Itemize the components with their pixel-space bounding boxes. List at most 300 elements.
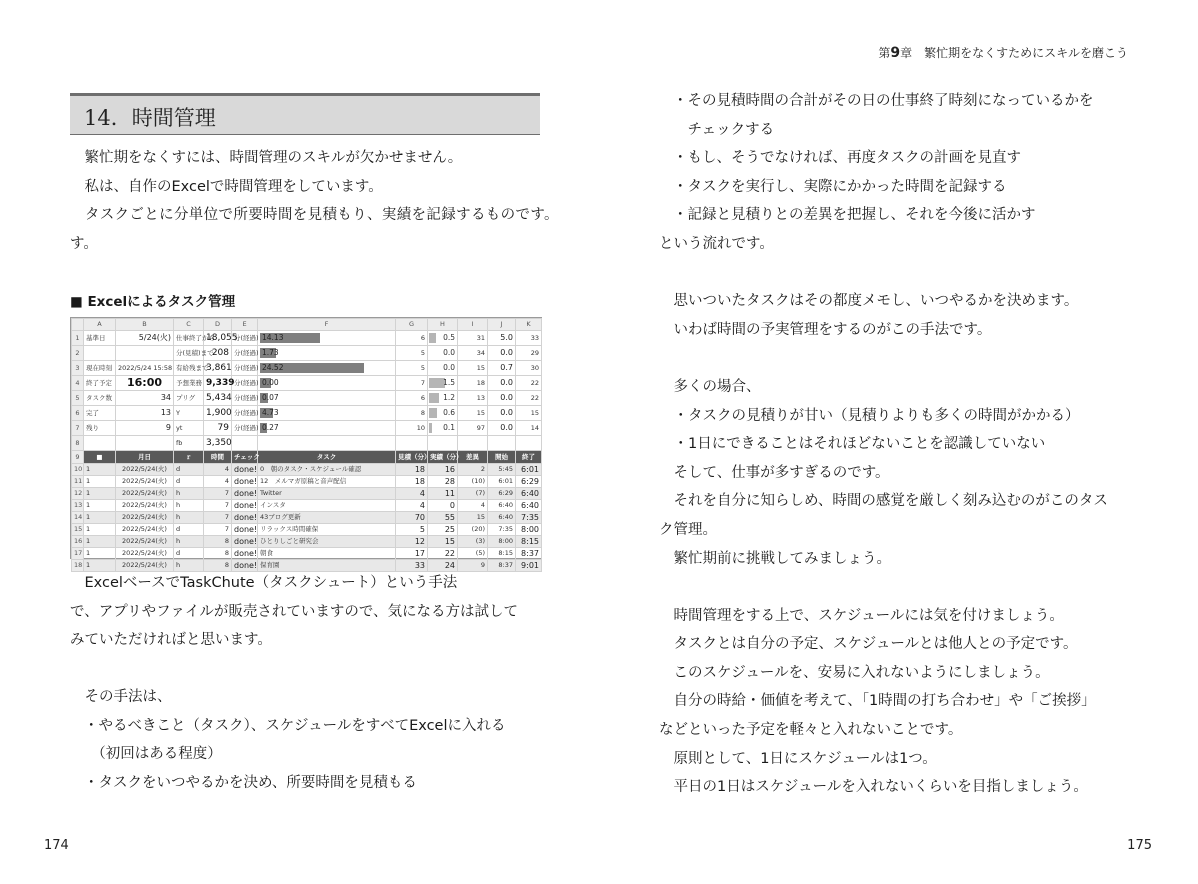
dashboard-bar-cell <box>258 361 396 376</box>
dashboard-small: 0.0 <box>488 421 516 436</box>
dashboard-label: 有給残まで <box>174 361 204 376</box>
task-actual: 11 <box>428 488 458 500</box>
body-line: などといった予定を軽々と入れないことです。 <box>659 722 963 739</box>
dashboard-value: 5/24(火) <box>116 331 174 346</box>
dashboard-small: 0.7 <box>488 361 516 376</box>
task-end: 8:15 <box>516 536 542 548</box>
task-header-cell: 見積（分） <box>396 451 428 464</box>
task-start: 8:00 <box>488 536 516 548</box>
method-item: （初回はある程度） <box>84 746 222 763</box>
dashboard-small: 0.0 <box>488 376 516 391</box>
dashboard-label <box>84 346 116 361</box>
dashboard-number: 208 <box>204 346 232 361</box>
dashboard-bar-cell <box>258 436 396 451</box>
dashboard-h-cell <box>428 406 458 421</box>
h-value: 0.0 <box>443 348 455 357</box>
task-cell: h <box>174 500 204 512</box>
task-cell: d <box>174 464 204 476</box>
dashboard-number: 1,900 <box>204 406 232 421</box>
h-value: 0.6 <box>443 408 455 417</box>
dashboard-bar <box>260 361 393 375</box>
task-name: 43ブログ更新 <box>258 512 396 524</box>
h-value: 0.0 <box>443 363 455 372</box>
after-figure-line: みていただければと思います。 <box>70 632 272 649</box>
task-cell: 8 <box>204 536 232 548</box>
task-date: 2022/5/24(火) <box>116 560 174 572</box>
task-end: 6:40 <box>516 488 542 500</box>
column-header-cell: D <box>204 319 232 331</box>
task-cell: 1 <box>84 560 116 572</box>
h-bar-fill <box>429 423 432 433</box>
dashboard-value: 2022/5/24 15:58 <box>116 361 174 376</box>
body-line: 繁忙期前に挑戦してみましょう。 <box>659 550 891 567</box>
dashboard-value: 9 <box>116 421 174 436</box>
dashboard-small: 22 <box>516 376 542 391</box>
dashboard-row <box>72 406 542 421</box>
dashboard-row <box>72 361 542 376</box>
dashboard-unit: 分(経過) <box>232 346 258 361</box>
dashboard-label: 仕事終了から <box>174 331 204 346</box>
task-cell: 4 <box>204 464 232 476</box>
column-header-cell: K <box>516 319 542 331</box>
row-number: 1 <box>72 331 84 346</box>
row-number: 17 <box>72 548 84 560</box>
task-cell: h <box>174 488 204 500</box>
row-number: 4 <box>72 376 84 391</box>
task-cell: 7 <box>204 512 232 524</box>
task-row <box>72 464 542 476</box>
task-start: 5:45 <box>488 464 516 476</box>
bar-value: 0.07 <box>262 393 279 402</box>
dashboard-bar-cell <box>258 391 396 406</box>
dashboard-number: 5,434 <box>204 391 232 406</box>
intro-text <box>70 144 559 258</box>
chapter-header <box>878 44 1128 61</box>
task-end: 6:40 <box>516 500 542 512</box>
column-header-cell: B <box>116 319 174 331</box>
dashboard-h-cell <box>428 391 458 406</box>
task-start: 6:29 <box>488 488 516 500</box>
chapter-title: 章 繁忙期をなくすためにスキルを磨こう <box>900 46 1128 60</box>
task-name: リラックス時間確保 <box>258 524 396 536</box>
task-cell: 8 <box>204 548 232 560</box>
task-name: 12 メルマガ原稿と音声配信 <box>258 476 396 488</box>
task-header-cell: 終了 <box>516 451 542 464</box>
body-line: 平日の1日はスケジュールを入れないくらいを目指しましょう。 <box>659 779 1088 796</box>
body-line: このスケジュールを、安易に入れないようにしましょう。 <box>659 664 1050 681</box>
excel-task-sheet <box>70 317 542 570</box>
row-number: 12 <box>72 488 84 500</box>
column-header-cell: H <box>428 319 458 331</box>
dashboard-bar-cell <box>258 406 396 421</box>
task-start: 6:01 <box>488 476 516 488</box>
dashboard-small: 15 <box>458 406 488 421</box>
task-cell: 1 <box>84 464 116 476</box>
task-actual: 0 <box>428 500 458 512</box>
body-line: 思いついたタスクはその都度メモし、いつやるかを決めます。 <box>659 293 1079 310</box>
bar-value: 0.27 <box>262 423 279 432</box>
body-line: そして、仕事が多すぎるのです。 <box>659 464 890 481</box>
task-header-cell: ｒ <box>174 451 204 464</box>
method-item: ・タスクをいつやるかを決め、所要時間を見積もる <box>84 774 417 791</box>
dashboard-row <box>72 346 542 361</box>
task-start: 6:40 <box>488 500 516 512</box>
task-cell: h <box>174 560 204 572</box>
dashboard-bar-cell <box>258 346 396 361</box>
dashboard-unit: 分(経過) <box>232 391 258 406</box>
task-name: ひとりしごと研究会 <box>258 536 396 548</box>
dashboard-row <box>72 421 542 436</box>
dashboard-small: 6 <box>396 331 428 346</box>
dashboard-bar <box>260 391 393 405</box>
blank-line <box>659 573 1108 602</box>
dashboard-small: 13 <box>458 391 488 406</box>
task-cell: 7 <box>204 500 232 512</box>
task-header-cell: 月日 <box>116 451 174 464</box>
body-line: チェックする <box>673 121 775 138</box>
blank-line <box>659 259 1108 288</box>
row-number: 15 <box>72 524 84 536</box>
task-check: done! <box>232 512 258 524</box>
section-title: 14．時間管理 <box>84 106 216 130</box>
row-number: 6 <box>72 406 84 421</box>
task-diff: (10) <box>458 476 488 488</box>
dashboard-small: 14 <box>516 421 542 436</box>
task-check: done! <box>232 464 258 476</box>
task-date: 2022/5/24(火) <box>116 476 174 488</box>
task-check: done! <box>232 500 258 512</box>
dashboard-small: 31 <box>458 331 488 346</box>
row-number: 7 <box>72 421 84 436</box>
task-actual: 28 <box>428 476 458 488</box>
dashboard-label: 残り <box>84 421 116 436</box>
task-start: 6:40 <box>488 512 516 524</box>
task-header-cell: チェック <box>232 451 258 464</box>
dashboard-bar-cell <box>258 331 396 346</box>
task-check: done! <box>232 476 258 488</box>
task-actual: 15 <box>428 536 458 548</box>
task-diff: 15 <box>458 512 488 524</box>
task-cell: 8 <box>204 560 232 572</box>
dashboard-small: 97 <box>458 421 488 436</box>
task-diff: (5) <box>458 548 488 560</box>
page-number-left: 174 <box>44 838 69 853</box>
task-estimate: 18 <box>396 476 428 488</box>
dashboard-small: 10 <box>396 421 428 436</box>
dashboard-bar <box>260 436 393 450</box>
task-actual: 22 <box>428 548 458 560</box>
column-header-cell: F <box>258 319 396 331</box>
dashboard-h-cell <box>428 361 458 376</box>
task-cell: 1 <box>84 524 116 536</box>
dashboard-bar <box>260 406 393 420</box>
dashboard-unit: 分(経過) <box>232 376 258 391</box>
task-date: 2022/5/24(火) <box>116 536 174 548</box>
dashboard-small: 33 <box>516 331 542 346</box>
after-figure-line: ExcelベースでTaskChute（タスクシュート）という手法 <box>70 575 458 591</box>
task-cell: h <box>174 536 204 548</box>
dashboard-value <box>116 436 174 451</box>
after-figure-text <box>70 569 518 655</box>
dashboard-row <box>72 391 542 406</box>
column-header-cell: A <box>84 319 116 331</box>
h-bar-fill <box>429 333 436 343</box>
body-line: ・記録と見積りとの差異を把握し、それを今後に活かす <box>673 207 1036 224</box>
dashboard-small: 0.0 <box>488 391 516 406</box>
task-cell: 1 <box>84 536 116 548</box>
sheet-column-header <box>72 319 542 331</box>
body-line: ・もし、そうでなければ、再度タスクの計画を見直す <box>673 150 1021 167</box>
dashboard-unit: 分(経過) <box>232 421 258 436</box>
dashboard-small: 30 <box>516 361 542 376</box>
dashboard-h-cell <box>428 421 458 436</box>
task-cell: 7 <box>204 488 232 500</box>
dashboard-small: 0.0 <box>488 346 516 361</box>
dashboard-small: 34 <box>458 346 488 361</box>
task-end: 9:01 <box>516 560 542 572</box>
dashboard-bar <box>260 376 393 390</box>
task-estimate: 18 <box>396 464 428 476</box>
task-cell: h <box>174 512 204 524</box>
dashboard-unit <box>232 436 258 451</box>
bar-value: 1.73 <box>262 348 279 357</box>
task-estimate: 70 <box>396 512 428 524</box>
row-number: 16 <box>72 536 84 548</box>
task-cell: 1 <box>84 500 116 512</box>
dashboard-number: 9,339 <box>204 376 232 391</box>
task-row <box>72 476 542 488</box>
task-name: 保育園 <box>258 560 396 572</box>
h-value: 0.1 <box>443 423 455 432</box>
task-check: done! <box>232 536 258 548</box>
dashboard-h-cell <box>428 346 458 361</box>
sheet-table <box>71 318 542 572</box>
dashboard-small: 5.0 <box>488 331 516 346</box>
task-end: 7:35 <box>516 512 542 524</box>
task-estimate: 17 <box>396 548 428 560</box>
task-cell: 1 <box>84 488 116 500</box>
dashboard-row <box>72 436 542 451</box>
task-date: 2022/5/24(火) <box>116 524 174 536</box>
task-cell: 1 <box>84 512 116 524</box>
chapter-label: 第 <box>878 46 891 60</box>
body-line: 時間管理をする上で、スケジュールには気を付けましょう。 <box>659 607 1064 624</box>
task-cell: d <box>174 524 204 536</box>
row-number: 5 <box>72 391 84 406</box>
dashboard-number: 3,350 <box>204 436 232 451</box>
task-estimate: 5 <box>396 524 428 536</box>
body-line: 自分の時給・価値を考えて、「1時間の打ち合わせ」や「ご挨拶」 <box>659 693 1096 710</box>
dashboard-row <box>72 376 542 391</box>
task-cell: 1 <box>84 548 116 560</box>
task-start: 8:15 <box>488 548 516 560</box>
dashboard-unit: 分(経過) <box>232 406 258 421</box>
body-line: タスクとは自分の予定、スケジュールとは他人との予定です。 <box>659 636 1078 653</box>
column-header-cell: C <box>174 319 204 331</box>
body-line: それを自分に知らしめ、時間の感覚を厳しく刻み込むのがこのタス <box>659 493 1108 510</box>
task-row <box>72 488 542 500</box>
body-line: 原則として、1日にスケジュールは1つ。 <box>659 750 937 767</box>
chapter-number: 9 <box>890 45 901 61</box>
task-header-cell: タスク <box>258 451 396 464</box>
task-row <box>72 524 542 536</box>
task-check: done! <box>232 488 258 500</box>
task-header-cell: ■ <box>84 451 116 464</box>
task-header-cell: 時間 <box>204 451 232 464</box>
section-title-box <box>70 93 540 135</box>
task-name: 朝食 <box>258 548 396 560</box>
dashboard-small: 5 <box>396 361 428 376</box>
task-estimate: 4 <box>396 488 428 500</box>
row-number: 2 <box>72 346 84 361</box>
task-header-cell: 差異 <box>458 451 488 464</box>
intro-line: 繁忙期をなくすには、時間管理のスキルが欠かせません。 <box>70 150 463 166</box>
task-name: インスタ <box>258 500 396 512</box>
task-row <box>72 548 542 560</box>
task-actual: 16 <box>428 464 458 476</box>
body-line: いわば時間の予実管理をするのがこの手法です。 <box>659 321 992 338</box>
task-row <box>72 536 542 548</box>
after-figure-line: で、アプリやファイルが販売されていますので、気になる方は試して <box>70 603 519 620</box>
task-diff: 4 <box>458 500 488 512</box>
dashboard-small: 22 <box>516 391 542 406</box>
right-page <box>599 0 1198 884</box>
right-body-text <box>659 87 1108 802</box>
dashboard-h-cell <box>428 331 458 346</box>
task-header-cell: 開始 <box>488 451 516 464</box>
task-diff: (3) <box>458 536 488 548</box>
dashboard-small <box>458 436 488 451</box>
body-line: ・タスクを実行し、実際にかかった時間を記録する <box>673 178 1007 195</box>
dashboard-small: 6 <box>396 391 428 406</box>
dashboard-unit: 分(経過) <box>232 361 258 376</box>
task-end: 8:37 <box>516 548 542 560</box>
dashboard-label: 完了 <box>84 406 116 421</box>
dashboard-bar <box>260 346 393 360</box>
h-value: 1.5 <box>443 378 455 387</box>
row-number: 10 <box>72 464 84 476</box>
task-cell: 4 <box>204 476 232 488</box>
dashboard-small <box>488 436 516 451</box>
figure-caption: ■ Excelによるタスク管理 <box>70 294 236 310</box>
task-row <box>72 512 542 524</box>
task-check: done! <box>232 548 258 560</box>
body-line: ク管理。 <box>659 521 717 538</box>
row-number: 11 <box>72 476 84 488</box>
dashboard-label: 基準日 <box>84 331 116 346</box>
dashboard-number: 3,861 <box>204 361 232 376</box>
dashboard-small: 18 <box>458 376 488 391</box>
task-cell: d <box>174 476 204 488</box>
dashboard-small <box>516 436 542 451</box>
task-end: 6:29 <box>516 476 542 488</box>
body-line: 多くの場合、 <box>659 378 761 395</box>
dashboard-bar-cell <box>258 376 396 391</box>
dashboard-value <box>116 346 174 361</box>
task-end: 8:00 <box>516 524 542 536</box>
intro-line: 私は、自作のExcelで時間管理をしています。 <box>70 178 383 195</box>
dashboard-value: 13 <box>116 406 174 421</box>
dashboard-bar <box>260 421 393 435</box>
body-line: ・タスクの見積りが甘い（見積りよりも多くの時間がかかる） <box>659 407 1080 424</box>
h-bar-fill <box>429 393 439 403</box>
task-check: done! <box>232 524 258 536</box>
column-header-cell: J <box>488 319 516 331</box>
column-header-cell <box>72 319 84 331</box>
dashboard-label: yt <box>174 421 204 436</box>
dashboard-small: 15 <box>516 406 542 421</box>
task-diff: 9 <box>458 560 488 572</box>
dashboard-label: 終了予定 <box>84 376 116 391</box>
task-name: Twitter <box>258 488 396 500</box>
method-text <box>70 683 506 797</box>
row-number: 3 <box>72 361 84 376</box>
task-cell: 1 <box>84 476 116 488</box>
task-end: 6:01 <box>516 464 542 476</box>
bar-value: 4.73 <box>262 408 279 417</box>
dashboard-small: 0.0 <box>488 406 516 421</box>
dashboard-unit: 分(経過) <box>232 331 258 346</box>
task-start: 8:37 <box>488 560 516 572</box>
dashboard-small: 29 <box>516 346 542 361</box>
blank-line <box>659 344 1108 373</box>
intro-line-wrap: す。 <box>70 235 98 252</box>
bar-value: 14.13 <box>262 333 284 342</box>
row-number: 18 <box>72 560 84 572</box>
task-start: 7:35 <box>488 524 516 536</box>
task-date: 2022/5/24(火) <box>116 500 174 512</box>
task-check: done! <box>232 560 258 572</box>
task-header-cell: 実績（分） <box>428 451 458 464</box>
dashboard-small: 8 <box>396 406 428 421</box>
dashboard-label: fb <box>174 436 204 451</box>
task-header-cell: 9 <box>72 451 84 464</box>
task-diff: 2 <box>458 464 488 476</box>
row-number: 8 <box>72 436 84 451</box>
task-diff: (7) <box>458 488 488 500</box>
task-actual: 24 <box>428 560 458 572</box>
method-lead: その手法は、 <box>70 689 172 705</box>
task-date: 2022/5/24(火) <box>116 464 174 476</box>
page-number-right: 175 <box>1127 838 1152 853</box>
dashboard-number: 18,055 <box>204 331 232 346</box>
body-line: ・その見積時間の合計がその日の仕事終了時刻になっているかを <box>673 93 1094 109</box>
dashboard-row <box>72 331 542 346</box>
task-date: 2022/5/24(火) <box>116 548 174 560</box>
dashboard-h-cell <box>428 376 458 391</box>
dashboard-label: 分(見積)まで <box>174 346 204 361</box>
dashboard-small: 5 <box>396 346 428 361</box>
task-cell: d <box>174 548 204 560</box>
dashboard-label: 予想業務 <box>174 376 204 391</box>
bar-value: 0.00 <box>262 378 279 387</box>
task-diff: (20) <box>458 524 488 536</box>
dashboard-label: プリグ <box>174 391 204 406</box>
dashboard-value: 34 <box>116 391 174 406</box>
dashboard-number: 79 <box>204 421 232 436</box>
task-name: 0 朝のタスク・スケジュール確認 <box>258 464 396 476</box>
task-row <box>72 500 542 512</box>
row-number: 13 <box>72 500 84 512</box>
task-estimate: 4 <box>396 500 428 512</box>
h-bar-fill <box>429 408 437 418</box>
h-value: 0.5 <box>443 333 455 342</box>
body-line: ・1日にできることはそれほどないことを認識していない <box>659 436 1046 453</box>
dashboard-value: 16:00 <box>116 376 174 391</box>
task-date: 2022/5/24(火) <box>116 488 174 500</box>
h-value: 1.2 <box>443 393 455 402</box>
task-date: 2022/5/24(火) <box>116 512 174 524</box>
